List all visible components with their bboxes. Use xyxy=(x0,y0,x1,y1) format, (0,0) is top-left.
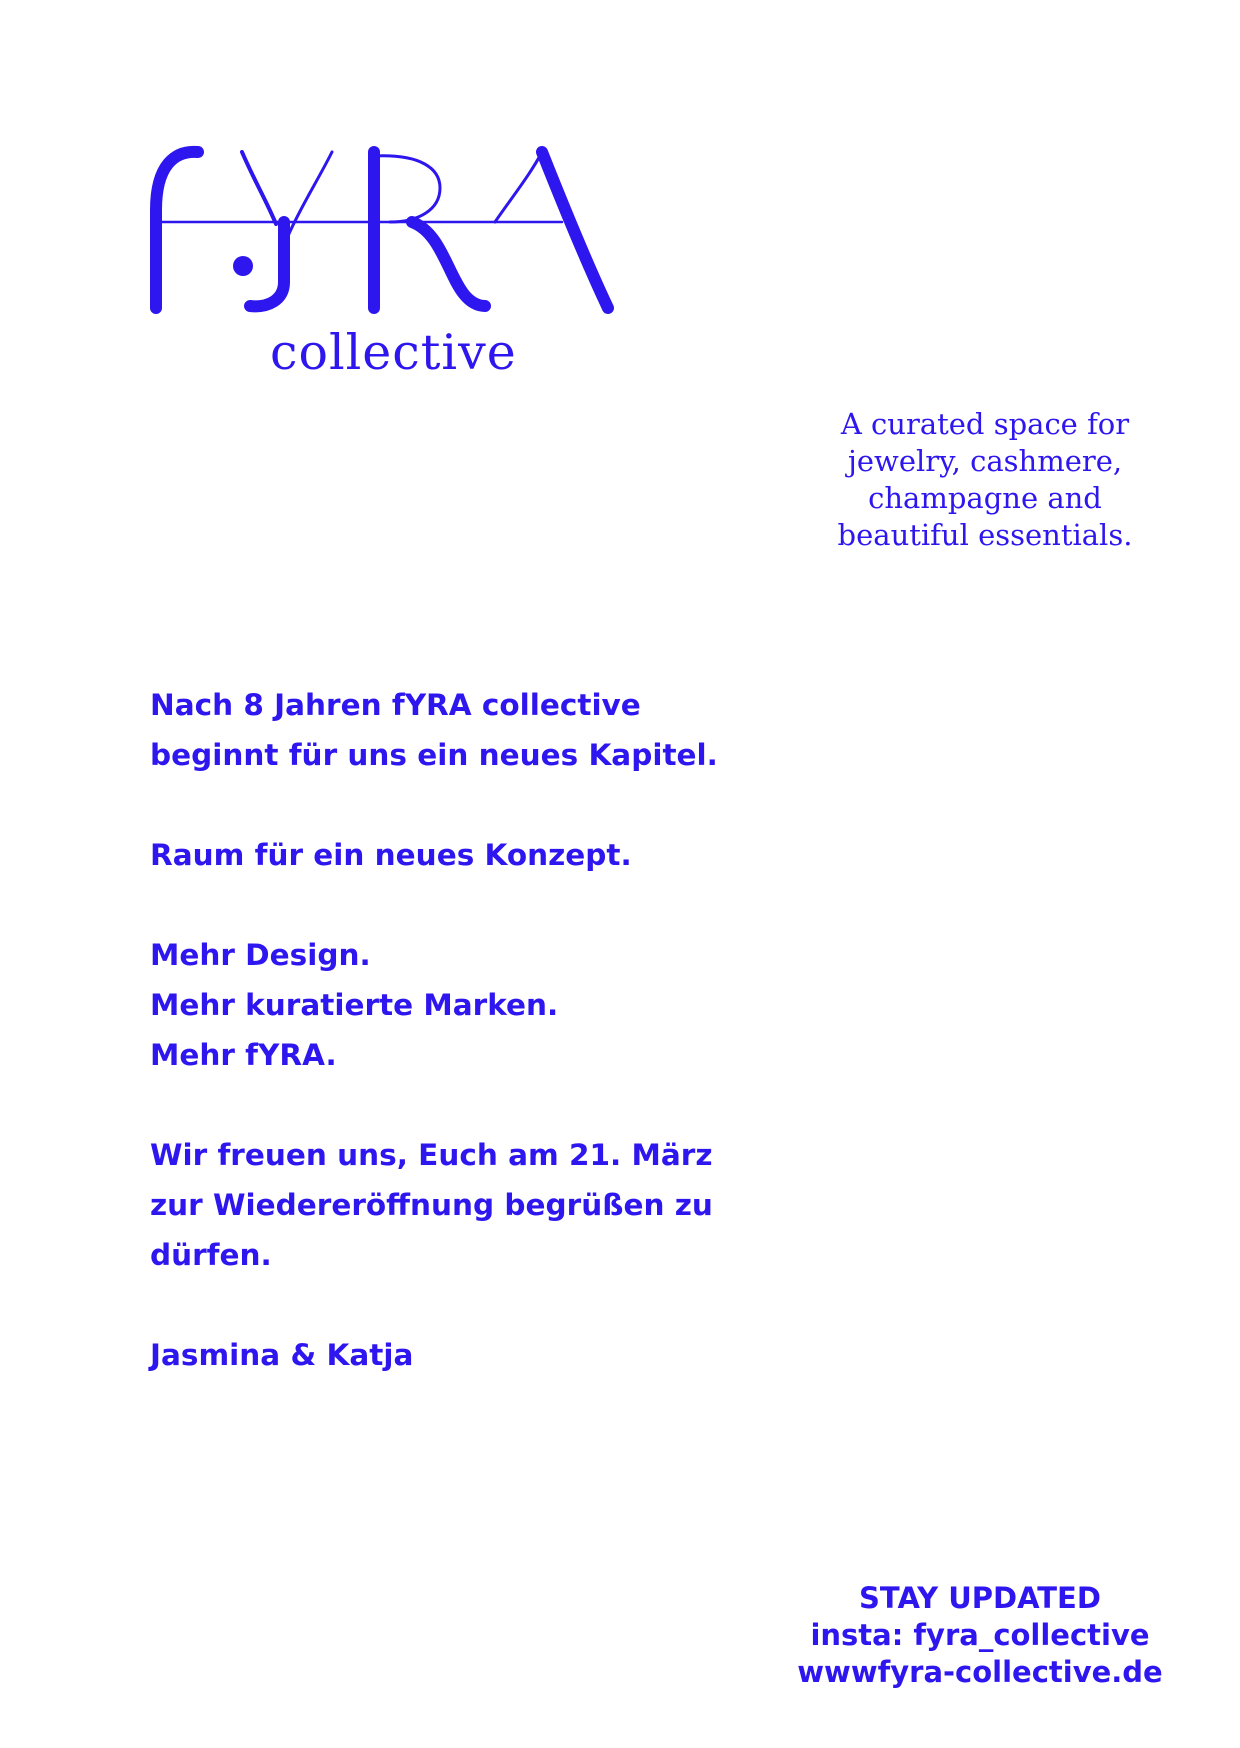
body-line: Mehr fYRA. xyxy=(150,1038,337,1072)
body-line: Nach 8 Jahren fYRA collective xyxy=(150,688,641,722)
website-link[interactable]: wwwfyra-collective.de xyxy=(797,1655,1163,1689)
paragraph-more xyxy=(150,930,850,1080)
footer-heading: STAY UPDATED xyxy=(859,1581,1101,1615)
tagline-line: A curated space for xyxy=(840,407,1130,441)
paragraph-reopening xyxy=(150,1130,850,1280)
footer-contact xyxy=(780,1580,1180,1691)
body-line: dürfen. xyxy=(150,1238,272,1272)
paragraph-concept xyxy=(150,830,850,880)
signature: Jasmina & Katja xyxy=(150,1338,414,1372)
tagline-line: beautiful essentials. xyxy=(837,518,1133,552)
body-line: beginnt für uns ein neues Kapitel. xyxy=(150,738,718,772)
body-line: Wir freuen uns, Euch am 21. März xyxy=(150,1138,713,1172)
tagline xyxy=(790,406,1180,554)
body-line: Mehr kuratierte Marken. xyxy=(150,988,559,1022)
brand-logo xyxy=(150,140,620,390)
body-line: Raum für ein neues Konzept. xyxy=(150,838,632,872)
announcement-body xyxy=(150,680,850,1430)
tagline-line: jewelry, cashmere, xyxy=(847,444,1123,478)
logo-subtitle: collective xyxy=(270,324,517,381)
body-line: Mehr Design. xyxy=(150,938,371,972)
paragraph-intro xyxy=(150,680,850,780)
fyra-wordmark-logo xyxy=(150,140,620,315)
paragraph-signature xyxy=(150,1330,850,1380)
instagram-handle[interactable]: insta: fyra_collective xyxy=(810,1618,1150,1652)
tagline-line: champagne and xyxy=(868,481,1102,515)
body-line: zur Wiedereröffnung begrüßen zu xyxy=(150,1188,713,1222)
